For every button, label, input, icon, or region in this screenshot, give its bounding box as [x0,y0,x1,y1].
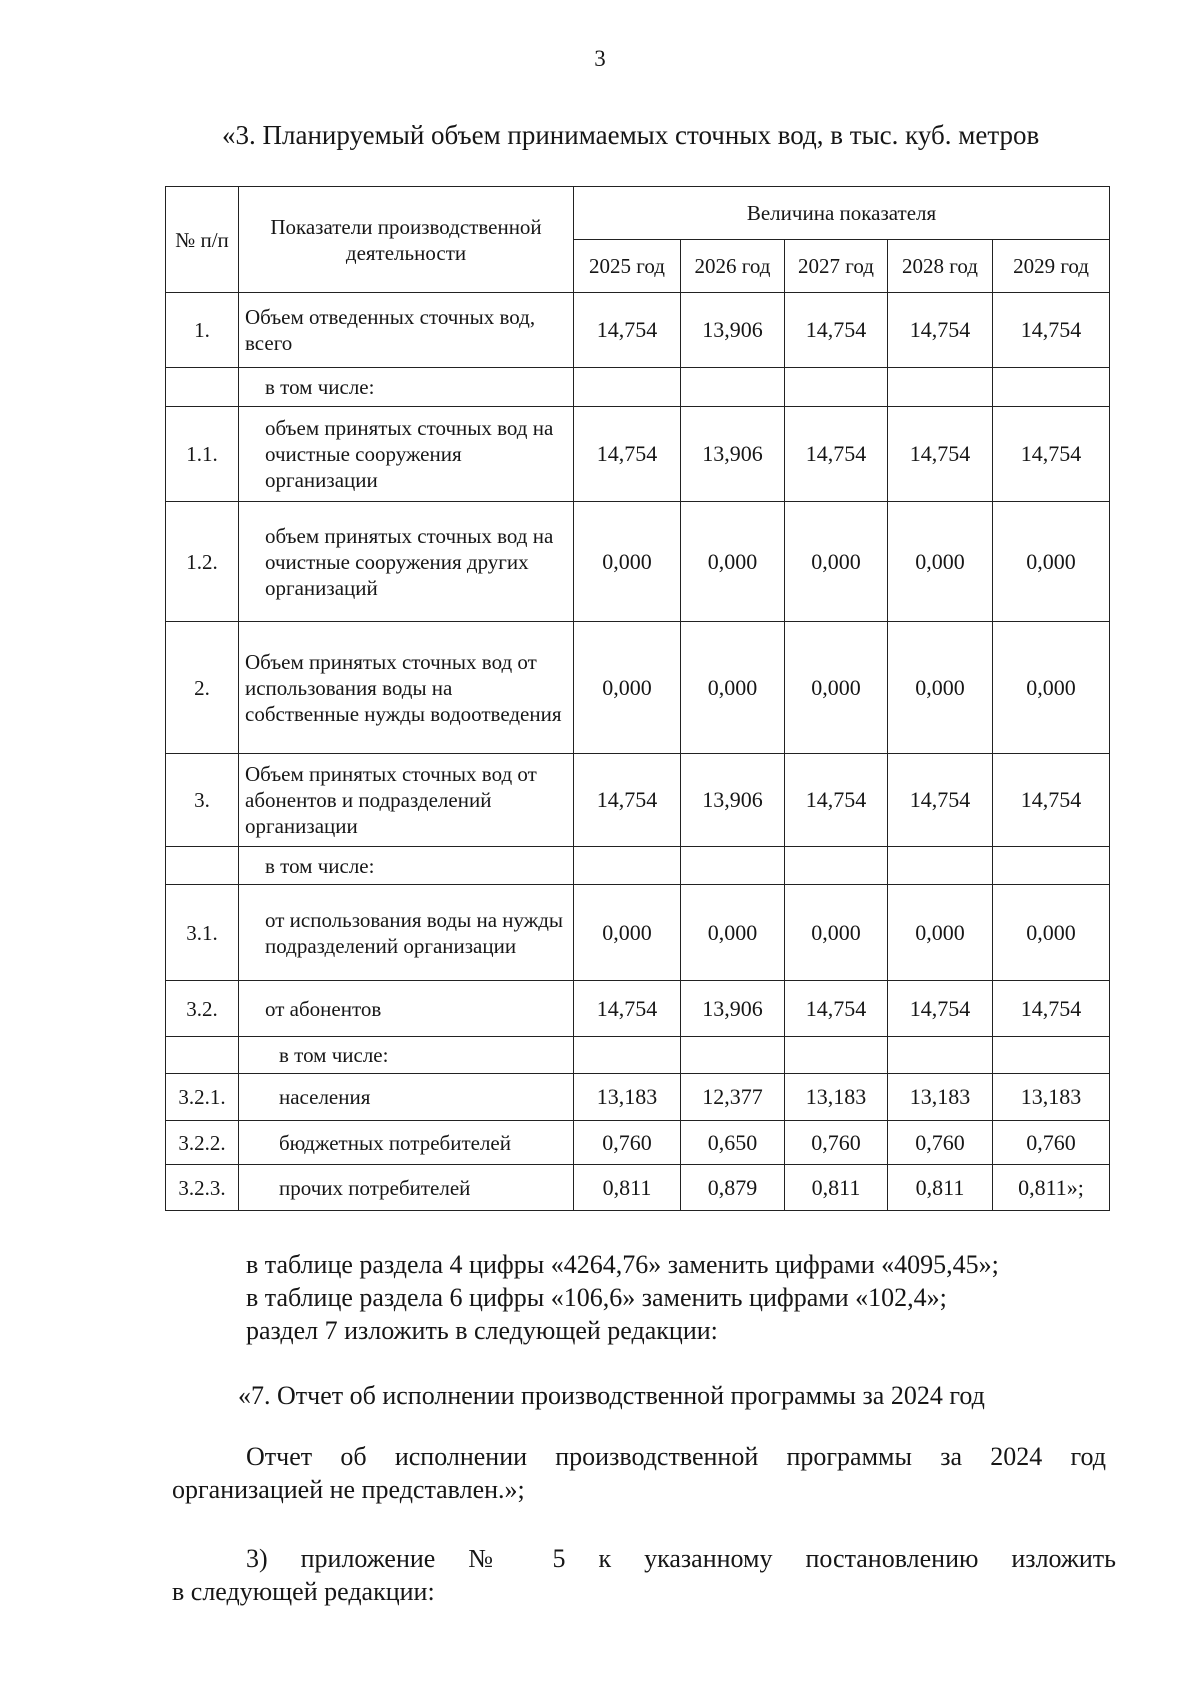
row-value [993,847,1110,885]
item3-line2: в следующей редакции: [172,1577,435,1606]
row-value: 0,000 [681,502,785,622]
table-row [166,754,1110,847]
row-value: 0,760 [574,1121,681,1165]
row-value: 14,754 [993,293,1110,368]
row-value: 13,183 [888,1074,993,1121]
row-value: 0,000 [574,622,681,754]
row-value: 0,811 [574,1165,681,1211]
header-value-group: Величина показателя [574,187,1110,240]
row-label: от абонентов [239,981,574,1037]
row-value: 0,000 [888,885,993,981]
row-label: объем принятых сточных вод на очистные сооружения организации [239,407,574,502]
table-row [166,981,1110,1037]
header-year: 2025 год [574,240,681,293]
row-value [681,847,785,885]
row-number: 1.2. [166,502,239,622]
row-label: бюджетных потребителей [239,1121,574,1165]
row-value: 14,754 [574,407,681,502]
row-value: 0,811 [785,1165,888,1211]
row-value: 14,754 [888,981,993,1037]
row-value: 13,183 [574,1074,681,1121]
header-year: 2027 год [785,240,888,293]
row-value: 0,000 [993,502,1110,622]
row-label: Объем принятых сточных вод от абонентов и подразделений организации [239,754,574,847]
row-label: Объем принятых сточных вод от использования воды на собственные нужды водоотведения [239,622,574,754]
row-label: прочих потребителей [239,1165,574,1211]
item3-line1: 3) приложение № 5 к указанному постановлению изложить [246,1544,1116,1573]
row-value: 0,000 [785,885,888,981]
row-value: 14,754 [888,293,993,368]
header-year: 2029 год [993,240,1110,293]
row-value: 14,754 [574,981,681,1037]
row-value: 0,650 [681,1121,785,1165]
row-value: 0,811 [888,1165,993,1211]
row-value: 0,000 [681,885,785,981]
table-heading: «3. Планируемый объем принимаемых сточных вод, в тыс. куб. метров [222,120,1040,150]
row-value [574,1037,681,1074]
row-label: от использования воды на нужды подразделений организации [239,885,574,981]
row-value: 0,000 [993,885,1110,981]
row-value: 0,000 [574,885,681,981]
row-value: 0,000 [785,622,888,754]
row-number [166,368,239,407]
row-value: 0,000 [681,622,785,754]
row-value: 13,906 [681,293,785,368]
header-indicator: Показатели производственной деятельности [239,187,574,293]
header-year: 2028 год [888,240,993,293]
row-value: 0,000 [574,502,681,622]
amendment-line-section4: в таблице раздела 4 цифры «4264,76» заменить цифрами «4095,45»; [246,1250,999,1279]
row-value [785,1037,888,1074]
row-value [888,1037,993,1074]
row-number: 3.2.3. [166,1165,239,1211]
row-value: 13,906 [681,981,785,1037]
table-row [166,1074,1110,1121]
table-row [166,407,1110,502]
wastewater-volume-table [165,186,1110,1211]
row-label: в том числе: [239,368,574,407]
table-row [166,847,1110,885]
row-value: 14,754 [785,293,888,368]
report-paragraph-line1: Отчет об исполнении производственной программы за 2024 год [246,1442,1106,1471]
row-value [785,847,888,885]
row-value: 0,000 [993,622,1110,754]
row-value: 14,754 [785,754,888,847]
row-value [785,368,888,407]
page-number: 3 [594,46,606,71]
row-value [993,368,1110,407]
table-row [166,368,1110,407]
row-value: 14,754 [993,407,1110,502]
row-number: 1.1. [166,407,239,502]
row-value: 13,906 [681,407,785,502]
row-value [681,1037,785,1074]
row-value [888,368,993,407]
row-value: 0,760 [993,1121,1110,1165]
row-value: 14,754 [993,981,1110,1037]
row-label: в том числе: [239,1037,574,1074]
table-row [166,502,1110,622]
row-number [166,1037,239,1074]
row-value: 0,879 [681,1165,785,1211]
table-row [166,1121,1110,1165]
row-value: 0,760 [785,1121,888,1165]
row-value: 0,000 [888,622,993,754]
header-year: 2026 год [681,240,785,293]
row-value: 13,183 [785,1074,888,1121]
row-value [681,368,785,407]
row-label: объем принятых сточных вод на очистные сооружения других организаций [239,502,574,622]
row-label: в том числе: [239,847,574,885]
row-value: 0,760 [888,1121,993,1165]
row-value: 12,377 [681,1074,785,1121]
amendment-line-section7: раздел 7 изложить в следующей редакции: [246,1316,718,1345]
row-value: 14,754 [888,754,993,847]
row-value: 14,754 [993,754,1110,847]
row-number: 1. [166,293,239,368]
table-row [166,1037,1110,1074]
amendment-line-section6: в таблице раздела 6 цифры «106,6» заменить цифрами «102,4»; [246,1283,947,1312]
row-value: 14,754 [785,981,888,1037]
row-value: 14,754 [785,407,888,502]
row-value [574,847,681,885]
section7-heading: «7. Отчет об исполнении производственной программы за 2024 год [238,1381,985,1410]
row-number: 3.2.1. [166,1074,239,1121]
row-value: 13,183 [993,1074,1110,1121]
row-value: 14,754 [888,407,993,502]
row-label: Объем отведенных сточных вод, всего [239,293,574,368]
row-number: 3.2. [166,981,239,1037]
row-number: 3.2.2. [166,1121,239,1165]
table-row [166,293,1110,368]
table-row [166,885,1110,981]
header-number: № п/п [166,187,239,293]
row-number: 3.1. [166,885,239,981]
row-value: 14,754 [574,754,681,847]
row-value [574,368,681,407]
table-row [166,1165,1110,1211]
row-value: 0,000 [785,502,888,622]
row-number [166,847,239,885]
row-value [993,1037,1110,1074]
row-number: 2. [166,622,239,754]
row-value: 0,000 [888,502,993,622]
row-value [888,847,993,885]
row-value: 13,906 [681,754,785,847]
row-value: 0,811»; [993,1165,1110,1211]
row-label: населения [239,1074,574,1121]
row-number: 3. [166,754,239,847]
row-value: 14,754 [574,293,681,368]
report-paragraph-line2: организацией не представлен.»; [172,1475,525,1504]
table-row [166,622,1110,754]
